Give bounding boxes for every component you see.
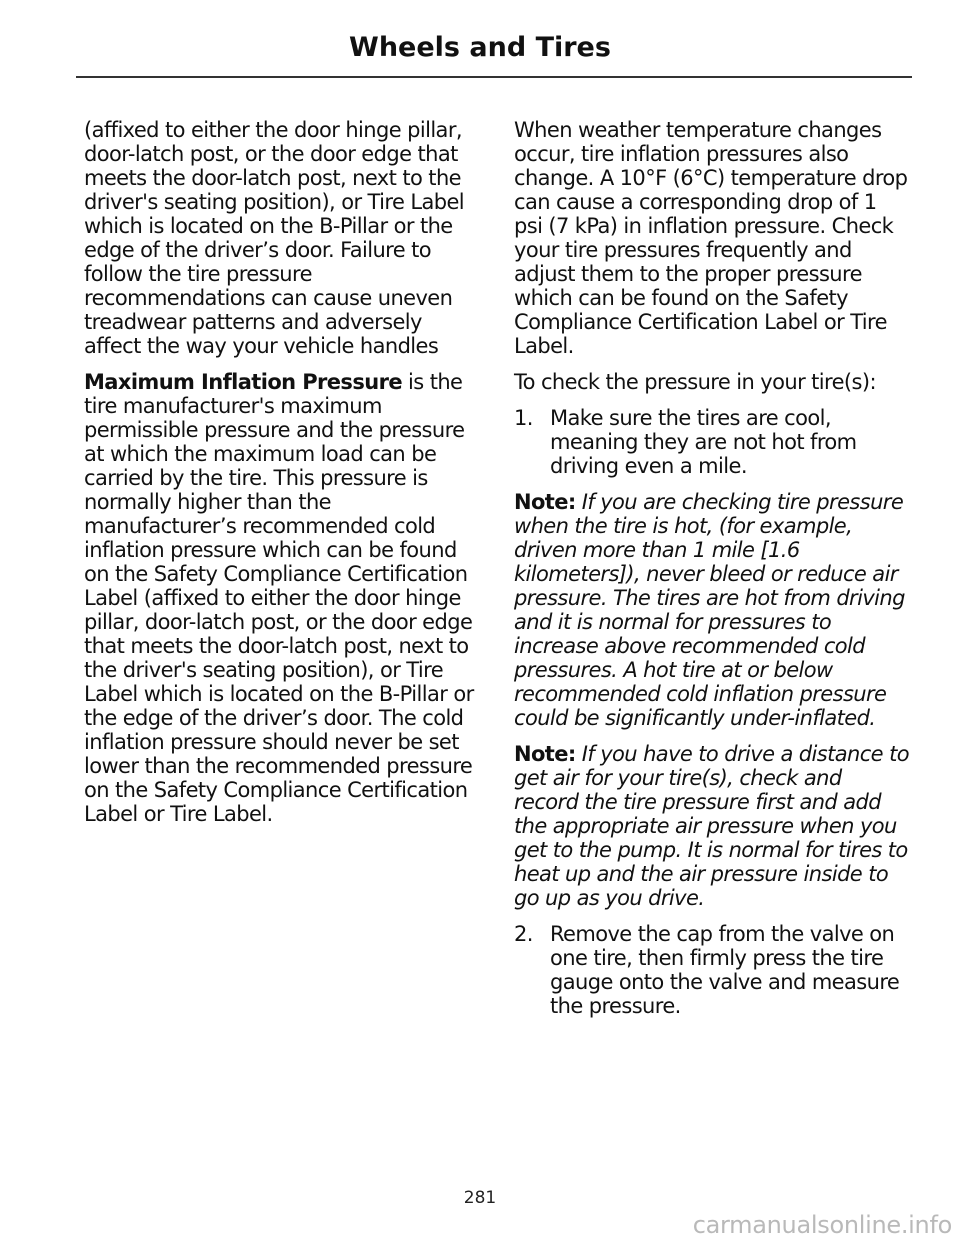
page-title: Wheels and Tires <box>349 32 611 63</box>
definition-maximum-inflation-pressure: is the tire manufacturer's maximum permissible pressure and the pressure at which the maximum load can be carried by the tire. This pressure is normally higher than the manufacturer’s recommended cold inflation pressure which can be found on the Safety Compliance Certification Label (affixed to either the door hinge pillar, door-latch post, or the door edge that meets the door-latch post, next to the driver's seating position), or Tire Label which is located on the B-Pillar or the edge of the driver’s door. The cold inflation pressure should never be set lower than the recommended pressure on the Safety Compliance Certification Label or Tire Label. <box>84 370 474 826</box>
step-2 <box>514 922 910 1018</box>
term-maximum-inflation-pressure: Maximum Inflation Pressure <box>84 370 402 394</box>
step-1 <box>514 406 910 478</box>
step-text: Make sure the tires are cool, meaning they are not hot from driving even a mile. <box>550 406 857 478</box>
paragraph-maximum-inflation-pressure <box>84 370 478 826</box>
note-label: Note: <box>514 490 576 514</box>
right-column <box>514 118 910 1030</box>
paragraph-temperature-effect: When weather temperature changes occur, tire inflation pressures also change. A 10°F (6°C) temperature drop can cause a corresponding drop of 1 psi (7 kPa) in inflation pressure. Check your tire pressures frequently and adjust them to the proper pressure which can be found on the Safety Compliance Certification Label or Tire Label. <box>514 118 908 358</box>
step-number: 1. <box>514 406 533 430</box>
left-column <box>84 118 478 838</box>
note-text: If you have to drive a distance to get air for your tire(s), check and record the tire pressure first and add the appropriate air pressure when you get to the pump. It is normal for tires to heat up and the air pressure inside to go up as you drive. <box>514 742 909 910</box>
note-text: If you are checking tire pressure when the tire is hot, (for example, driven more than 1 mile [1.6 kilometers]), never bleed or reduce air pressure. The tires are hot from driving and it is normal for pressures to increase above recommended cold pressures. A hot tire at or below recommended cold inflation pressure could be significantly under-inflated. <box>514 490 905 730</box>
note-drive-for-air <box>514 742 910 910</box>
note-hot-tire <box>514 490 910 730</box>
step-text: Remove the cap from the valve on one tire, then firmly press the tire gauge onto the valve and measure the pressure. <box>550 922 900 1018</box>
step-number: 2. <box>514 922 533 946</box>
header-divider <box>76 76 912 78</box>
watermark-text: carmanualsonline.info <box>692 1211 952 1239</box>
page-number: 281 <box>463 1188 497 1208</box>
note-label: Note: <box>514 742 576 766</box>
paragraph-check-intro: To check the pressure in your tire(s): <box>514 370 876 394</box>
paragraph-label-location: (affixed to either the door hinge pillar, door-latch post, or the door edge that meets the door-latch post, next to the driver's seating position), or Tire Label which is located on the B-Pillar or the edge of the driver’s door. Failure to follow the tire pressure recommendations can cause uneven treadwear patterns and adversely affect the way your vehicle handles <box>84 118 464 358</box>
